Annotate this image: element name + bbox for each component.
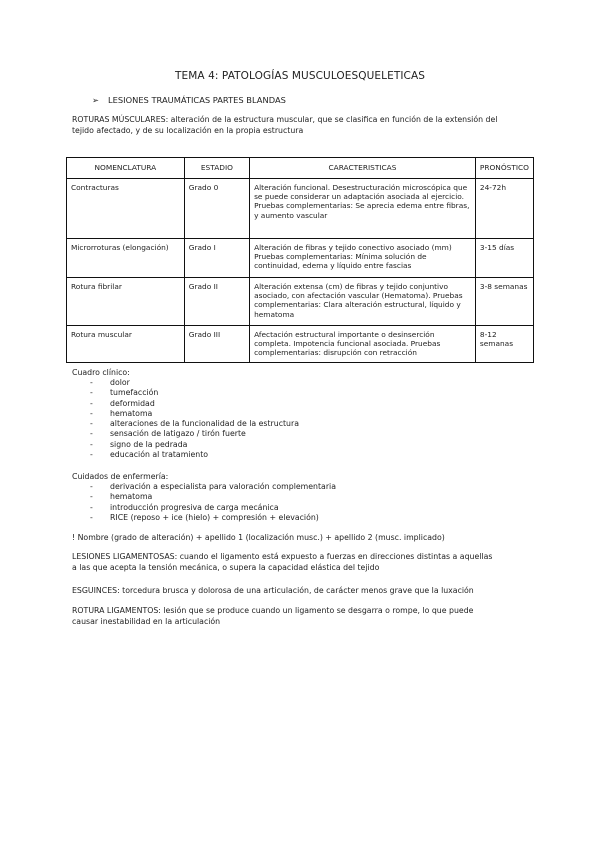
list-item: - deformidad	[90, 398, 155, 408]
cell-estadio: Grado 0	[184, 179, 249, 239]
cell-pronostico: 3-8 semanas	[475, 278, 533, 326]
roturas-paragraph	[72, 115, 532, 136]
roturas-line-1: ROTURAS MÚSCULARES: alteración de la estructura muscular, que se clasifica en función de la extensión del	[72, 115, 498, 124]
esguinces-paragraph: ESGUINCES: torcedura brusca y dolorosa de una articulación, de carácter menos grave que la luxación	[72, 586, 474, 595]
list-item: - educación al tratamiento	[90, 450, 209, 460]
classification-table	[66, 157, 534, 363]
section-heading	[92, 95, 286, 105]
cuidados-title: Cuidados de enfermería:	[72, 472, 169, 481]
cell-pronostico: 24-72h	[475, 179, 533, 239]
cuadro-clinico-title: Cuadro clínico:	[72, 368, 130, 377]
header-nomenclatura: NOMENCLATURA	[67, 158, 185, 179]
cell-nomenclatura: Rotura muscular	[67, 326, 185, 363]
ligamentosas-paragraph	[72, 552, 532, 573]
list-item: - signo de la pedrada	[90, 439, 188, 449]
cell-caracteristicas: Afectación estructural importante o desinserción completa. Impotencia funcional asociada. Pruebas complementarias: disrupción con retracción	[250, 326, 476, 363]
roturas-line-2: tejido afectado, y de su localización en la propia estructura	[72, 125, 304, 135]
cuidados-list	[90, 482, 336, 523]
cell-nomenclatura: Microrroturas (elongación)	[67, 239, 185, 278]
list-item: - introducción progresiva de carga mecánica	[90, 502, 279, 512]
header-estadio: ESTADIO	[184, 158, 249, 179]
cell-nomenclatura: Contracturas	[67, 179, 185, 239]
ligamentosas-line-1: LESIONES LIGAMENTOSAS: cuando el ligamento está expuesto a fuerzas en direcciones distintas a aquellas	[72, 552, 493, 561]
list-item: - hematoma	[90, 492, 153, 502]
cell-pronostico: 8-12 semanas	[475, 326, 533, 363]
cuadro-clinico-list	[90, 378, 299, 460]
rotura-ligamentos-paragraph	[72, 606, 532, 627]
page-title: TEMA 4: PATOLOGÍAS MUSCULOESQUELETICAS	[174, 70, 426, 82]
table-row	[67, 326, 534, 363]
list-item: - RICE (reposo + ice (hielo) + compresión + elevación)	[90, 512, 319, 522]
rotura-ligamentos-line-2: causar inestabilidad en la articulación	[72, 616, 221, 626]
table-header-row	[67, 158, 534, 179]
section-label: LESIONES TRAUMÁTICAS PARTES BLANDAS	[108, 95, 286, 105]
cell-estadio: Grado II	[184, 278, 249, 326]
rotura-ligamentos-line-1: ROTURA LIGAMENTOS: lesión que se produce cuando un ligamento se desgarra o rompe, lo que puede	[72, 606, 474, 615]
cell-caracteristicas: Alteración extensa (cm) de fibras y tejido conjuntivo asociado, con afectación vascular (Hematoma). Pruebas complementarias: Clara alteración estructural, líquido y hematoma	[250, 278, 476, 326]
cell-estadio: Grado I	[184, 239, 249, 278]
cell-caracteristicas: Alteración funcional. Desestructuración microscópica que se puede considerar un adaptación asociada al ejercicio. Pruebas complementarias: Se aprecia edema entre fibras, y aumento vascular	[250, 179, 476, 239]
nombre-note: ! Nombre (grado de alteración) + apellido 1 (localización musc.) + apellido 2 (musc. implicado)	[72, 533, 445, 542]
header-pronostico: PRONÓSTICO	[475, 158, 533, 179]
table-row	[67, 179, 534, 239]
table-row	[67, 239, 534, 278]
list-item: - derivación a especialista para valoración complementaria	[90, 482, 336, 491]
list-item: - alteraciones de la funcionalidad de la estructura	[90, 419, 299, 429]
list-item: - dolor	[90, 378, 130, 387]
header-caracteristicas: CARACTERISTICAS	[250, 158, 476, 179]
list-item: - tumefacción	[90, 388, 159, 398]
list-item: - hematoma	[90, 408, 153, 418]
list-item: - sensación de latigazo / tirón fuerte	[90, 429, 246, 439]
cell-caracteristicas: Alteración de fibras y tejido conectivo asociado (mm) Pruebas complementarias: Mínima solución de continuidad, edema y líquido entre fascias	[250, 239, 476, 278]
cell-pronostico: 3-15 días	[475, 239, 533, 278]
cell-estadio: Grado III	[184, 326, 249, 363]
ligamentosas-line-2: a las que acepta la tensión mecánica, o supera la capacidad elástica del tejido	[72, 562, 380, 572]
cell-nomenclatura: Rotura fibrilar	[67, 278, 185, 326]
arrow-bullet-icon: ➢	[92, 95, 99, 105]
table-row	[67, 278, 534, 326]
